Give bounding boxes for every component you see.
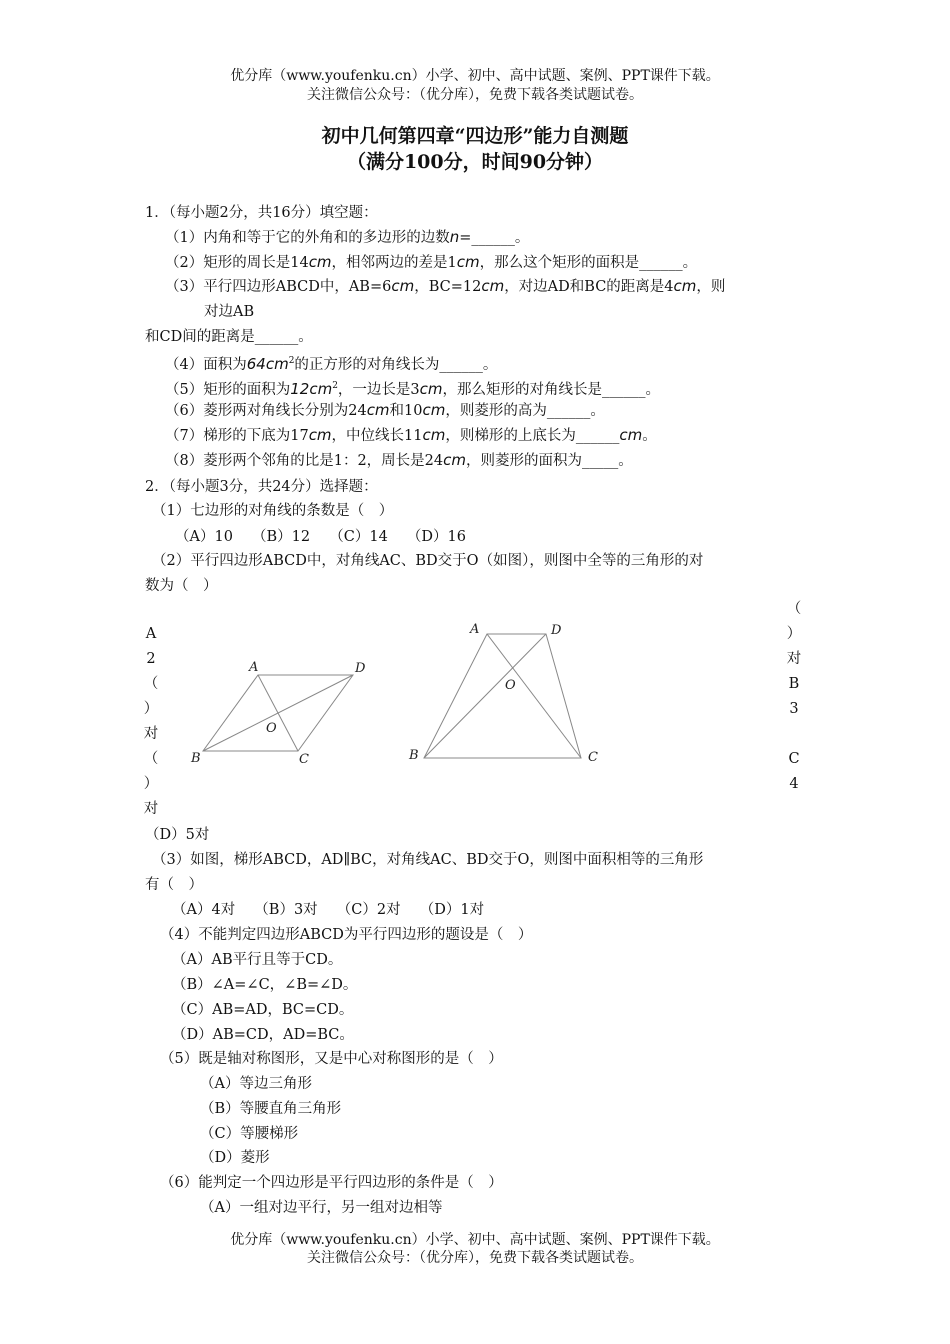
s1-q5: （5）矩形的面积为$12cm^2$，一边长是3cm，那么矩形的对角线长是______。 [165, 379, 661, 398]
s2-q5-option-d: （D）菱形 [200, 1150, 270, 1166]
diagonal-bd [424, 634, 546, 758]
trapezoid-figure [405, 618, 605, 768]
right-option-column [786, 597, 802, 797]
s1-q4: （4）面积为$64cm^2$的正方形的对角线长为______。 [165, 354, 498, 373]
footer-line-2: 关注微信公众号：（优分库），免费下载各类试题试卷。 [307, 1250, 643, 1266]
s1-q3-line2: 对边AB [204, 304, 255, 320]
s2-q6-option-a: （A）一组对边平行，另一组对边相等 [200, 1200, 443, 1216]
s2-q5-option-a: （A）等边三角形 [200, 1076, 312, 1092]
s2-q4-option-b: （B）∠A=∠C，∠B=∠D。 [172, 977, 358, 993]
header-line-1: 优分库（www.youfenku.cn）小学、初中、高中试题、案例、PPT课件下载。 [230, 68, 720, 84]
s2-q5-option-b: （B）等腰直角三角形 [200, 1101, 342, 1117]
left-col-cell: 对 [143, 801, 159, 817]
s2-q4-option-c: （C）AB=AD，BC=CD。 [172, 1002, 354, 1018]
section1-heading: 1．（每小题2分，共16分）填空题： [145, 205, 378, 221]
left-col-cell: （ [143, 751, 159, 767]
left-col-cell: ） [143, 701, 159, 717]
section2-heading: 2．（每小题3分，共24分）选择题： [145, 479, 378, 495]
label-o: O [505, 678, 516, 693]
s2-q1-stem: （1）七边形的对角线的条数是（ ） [152, 503, 394, 519]
diagonal-ac [487, 634, 581, 758]
label-c: C [588, 750, 598, 765]
right-col-cell: 4 [789, 776, 799, 792]
right-col-cell: 3 [789, 701, 799, 717]
parallelogram-figure [185, 655, 370, 770]
label-a: A [470, 622, 480, 637]
left-col-cell: （ [143, 676, 159, 692]
s2-q1-options: （A）10 （B）12 （C）14 （D）16 [175, 529, 466, 545]
label-o: O [266, 721, 277, 736]
s1-q3: （3）平行四边形ABCD中，AB=6cm，BC=12cm，对边AD和BC的距离是4cm，则 [165, 277, 726, 295]
s1-q3-line3: 和CD间的距离是______。 [145, 329, 313, 345]
right-col-cell: B [788, 676, 800, 692]
label-b: B [409, 748, 419, 763]
label-c: C [299, 752, 309, 767]
s1-q6: （6）菱形两对角线长分别为24cm和10cm，则菱形的高为______。 [165, 401, 605, 419]
label-d: D [551, 623, 562, 638]
right-col-cell [786, 722, 802, 747]
s2-q2-stem-line1: （2）平行四边形ABCD中，对角线AC、BD交于O（如图），则图中全等的三角形的对 [152, 553, 704, 569]
label-b: B [191, 751, 201, 766]
s2-q4-stem: （4）不能判定四边形ABCD为平行四边形的题设是（ ） [160, 927, 533, 943]
right-col-cell: C [788, 751, 800, 767]
left-col-cell: A [145, 626, 157, 642]
header-line-2: 关注微信公众号：（优分库），免费下载各类试题试卷。 [307, 87, 643, 103]
right-col-cell: 对 [786, 651, 802, 667]
trapezoid-shape [424, 634, 581, 758]
s1-q2: （2）矩形的周长是14cm，相邻两边的差是1cm，那么这个矩形的面积是______。 [165, 253, 698, 271]
left-col-cell: ） [143, 776, 159, 792]
label-d: D [355, 661, 366, 676]
right-col-cell: （ [786, 601, 802, 617]
s2-q6-stem: （6）能判定一个四边形是平行四边形的条件是（ ） [160, 1175, 503, 1191]
s2-q3-options: （A）4对 （B）3对 （C）2对 （D）1对 [172, 902, 485, 918]
s2-q4-option-a: （A）AB平行且等于CD。 [172, 952, 343, 968]
s2-q5-stem: （5）既是轴对称图形，又是中心对称图形的是（ ） [160, 1051, 503, 1067]
s2-q2-option-d: （D）5对 [145, 827, 210, 843]
s1-q1: （1）内角和等于它的外角和的多边形的边数n=______。 [165, 228, 530, 246]
s2-q3-stem-line2: 有（ ） [145, 877, 203, 893]
s2-q5-option-c: （C）等腰梯形 [200, 1126, 299, 1142]
footer-line-1: 优分库（www.youfenku.cn）小学、初中、高中试题、案例、PPT课件下载。 [230, 1232, 720, 1248]
s2-q4-option-d: （D）AB=CD，AD=BC。 [172, 1027, 354, 1043]
page-title: 初中几何第四章“四边形”能力自测题 [321, 125, 629, 147]
s1-q7: （7）梯形的下底为17cm，中位线长11cm，则梯形的上底长为______cm。 [165, 426, 657, 444]
page-subtitle: （满分100分，时间90分钟） [346, 151, 604, 173]
right-col-cell: ） [786, 626, 802, 642]
label-a: A [249, 660, 259, 675]
diagonal-bd [203, 675, 353, 751]
s2-q3-stem-line1: （3）如图，梯形ABCD，AD∥BC，对角线AC、BD交于O，则图中面积相等的三角形 [152, 852, 704, 868]
s1-q8: （8）菱形两个邻角的比是1：2，周长是24cm，则菱形的面积为_____。 [165, 451, 633, 469]
left-option-column [143, 622, 159, 822]
left-col-cell: 2 [146, 651, 156, 667]
s2-q2-stem-line2: 数为（ ） [145, 578, 218, 594]
left-col-cell: 对 [143, 726, 159, 742]
